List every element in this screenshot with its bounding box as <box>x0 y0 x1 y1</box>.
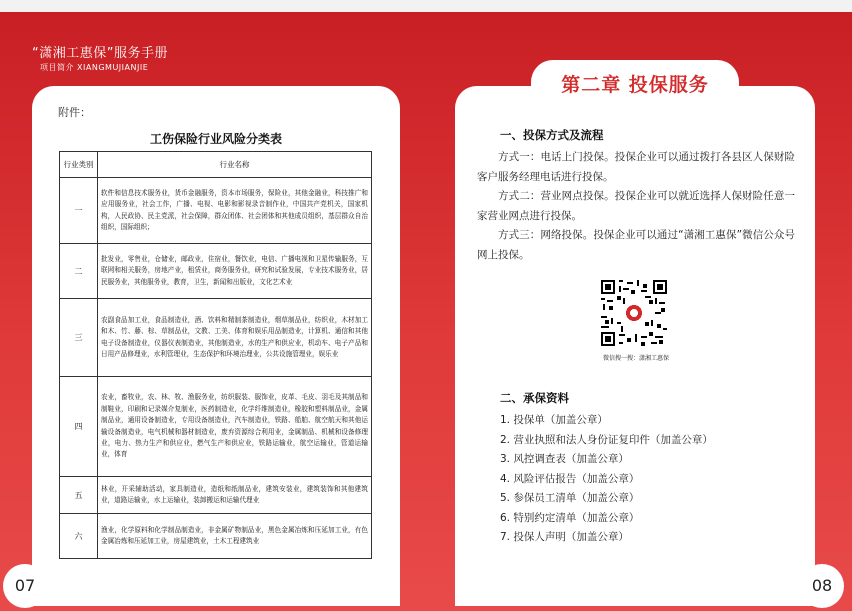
method-paragraph: 方式一：电话上门投保。投保企业可以通过拨打各县区人保财险客户服务经理电话进行投保。 <box>477 151 795 183</box>
table-row <box>60 244 372 299</box>
list-item: 4. 风险评估报告（加盖公章） <box>500 472 640 485</box>
table-header-row <box>60 152 372 178</box>
table-row <box>60 178 372 244</box>
row-category: 三 <box>60 299 98 377</box>
method-paragraph: 方式三：网络投保。投保企业可以通过“潇湘工惠保”微信公众号网上投保。 <box>477 229 795 261</box>
row-industries: 批发业，零售业，仓储业，邮政业，住宿业，餐饮业，电信、广播电视和卫星传输服务，互联网和相关服务，房地产业，租赁业，商务服务业，研究和试验发展，专业技术服务业，居民服务业，其他服务业，教育，卫生，新闻和出版业，文化艺术业 <box>98 244 372 299</box>
row-category: 五 <box>60 477 98 514</box>
documents-list <box>500 411 713 548</box>
top-bar <box>0 0 852 12</box>
row-category: 六 <box>60 514 98 559</box>
table-row <box>60 299 372 377</box>
row-industries: 农业，畜牧业，农、林、牧、渔服务业，纺织服装、服饰业，皮革、毛皮、羽毛及其制品和制鞋业，印刷和记录媒介复制业，医药制造业，化学纤维制造业，橡胶和塑料制品业，金属制品业，通用设备制造业，专用设备制造业，汽车制造业，铁路、船舶、航空航天和其他运输设备制造业，电气机械和器材制造业，废弃资源综合利用业，金属制品、机械和设备修理业，电力、热力生产和供应业，燃气生产和供应业，铁路运输业，航空运输业，管道运输业，体育 <box>98 377 372 477</box>
list-item: 2. 营业执照和法人身份证复印件（加盖公章） <box>500 433 713 446</box>
list-item: 5. 参保员工清单（加盖公章） <box>500 492 640 504</box>
page-number-right: 08 <box>800 564 844 608</box>
appendix-label: 附件： <box>58 106 91 119</box>
table-title: 工伤保险行业风险分类表 <box>149 132 282 146</box>
row-industries: 软件和信息技术服务业，货币金融服务，资本市场服务，保险业，其他金融业，科技推广和应用服务业，社会工作，广播、电视、电影和影视录音制作业，中国共产党机关，国家机构，人民政协、民主党派，社会保障，群众团体、社会团体和其他成员组织，基层群众自治组织，国际组织； <box>98 178 372 244</box>
row-industries: 林业，开采辅助活动，家具制造业，造纸和纸制品业，建筑安装业，建筑装饰和其他建筑业，道路运输业，水上运输业，装卸搬运和运输代理业 <box>98 477 372 514</box>
method-paragraph: 方式二：营业网点投保。投保企业可以就近选择人保财险任意一家营业网点进行投保。 <box>477 190 795 222</box>
table-row <box>60 377 372 477</box>
section-title-documents: 二、承保资料 <box>500 391 569 405</box>
list-item: 3. 风控调查表（加盖公章） <box>500 453 629 465</box>
risk-classification-table <box>59 151 372 559</box>
chapter-title: 第二章 投保服务 <box>561 74 709 96</box>
qr-caption: 微信搜一搜：潇湘工惠保 <box>602 355 669 362</box>
header-category: 行业类别 <box>60 152 98 178</box>
page-number-left: 07 <box>3 564 47 608</box>
wechat-qr-code-icon <box>601 280 667 346</box>
brochure-subtitle: 项目简介 XIANGMUJIANJIE <box>40 63 149 72</box>
row-industries: 农副食品加工业，食品制造业，酒、饮料和精制茶制造业，烟草制品业，纺织业，木材加工和木、竹、藤、棕、草制品业，文教、工美、体育和娱乐用品制造业，计算机、通信和其他电子设备制造业，仪器仪表制造业，其他制造业，水的生产和供应业，机动车、电子产品和日用产品修理业，水利管理业，生态保护和环境治理业，公共设施管理业，娱乐业 <box>98 299 372 377</box>
row-category: 一 <box>60 178 98 244</box>
section-title-insure-methods: 一、投保方式及流程 <box>500 128 604 142</box>
table-row <box>60 514 372 559</box>
header-industry-name: 行业名称 <box>98 152 372 178</box>
row-category: 四 <box>60 377 98 477</box>
table-row <box>60 477 372 514</box>
brochure-title: “潇湘工惠保”服务手册 <box>32 46 168 61</box>
list-item: 7. 投保人声明（加盖公章） <box>500 531 629 543</box>
row-category: 二 <box>60 244 98 299</box>
list-item: 1. 投保单（加盖公章） <box>500 414 608 426</box>
row-industries: 渔业，化学原料和化学制品制造业，非金属矿物制品业，黑色金属冶炼和压延加工业，有色金属冶炼和压延加工业，房屋建筑业，土木工程建筑业 <box>98 514 372 559</box>
list-item: 6. 特别约定清单（加盖公章） <box>500 511 640 524</box>
